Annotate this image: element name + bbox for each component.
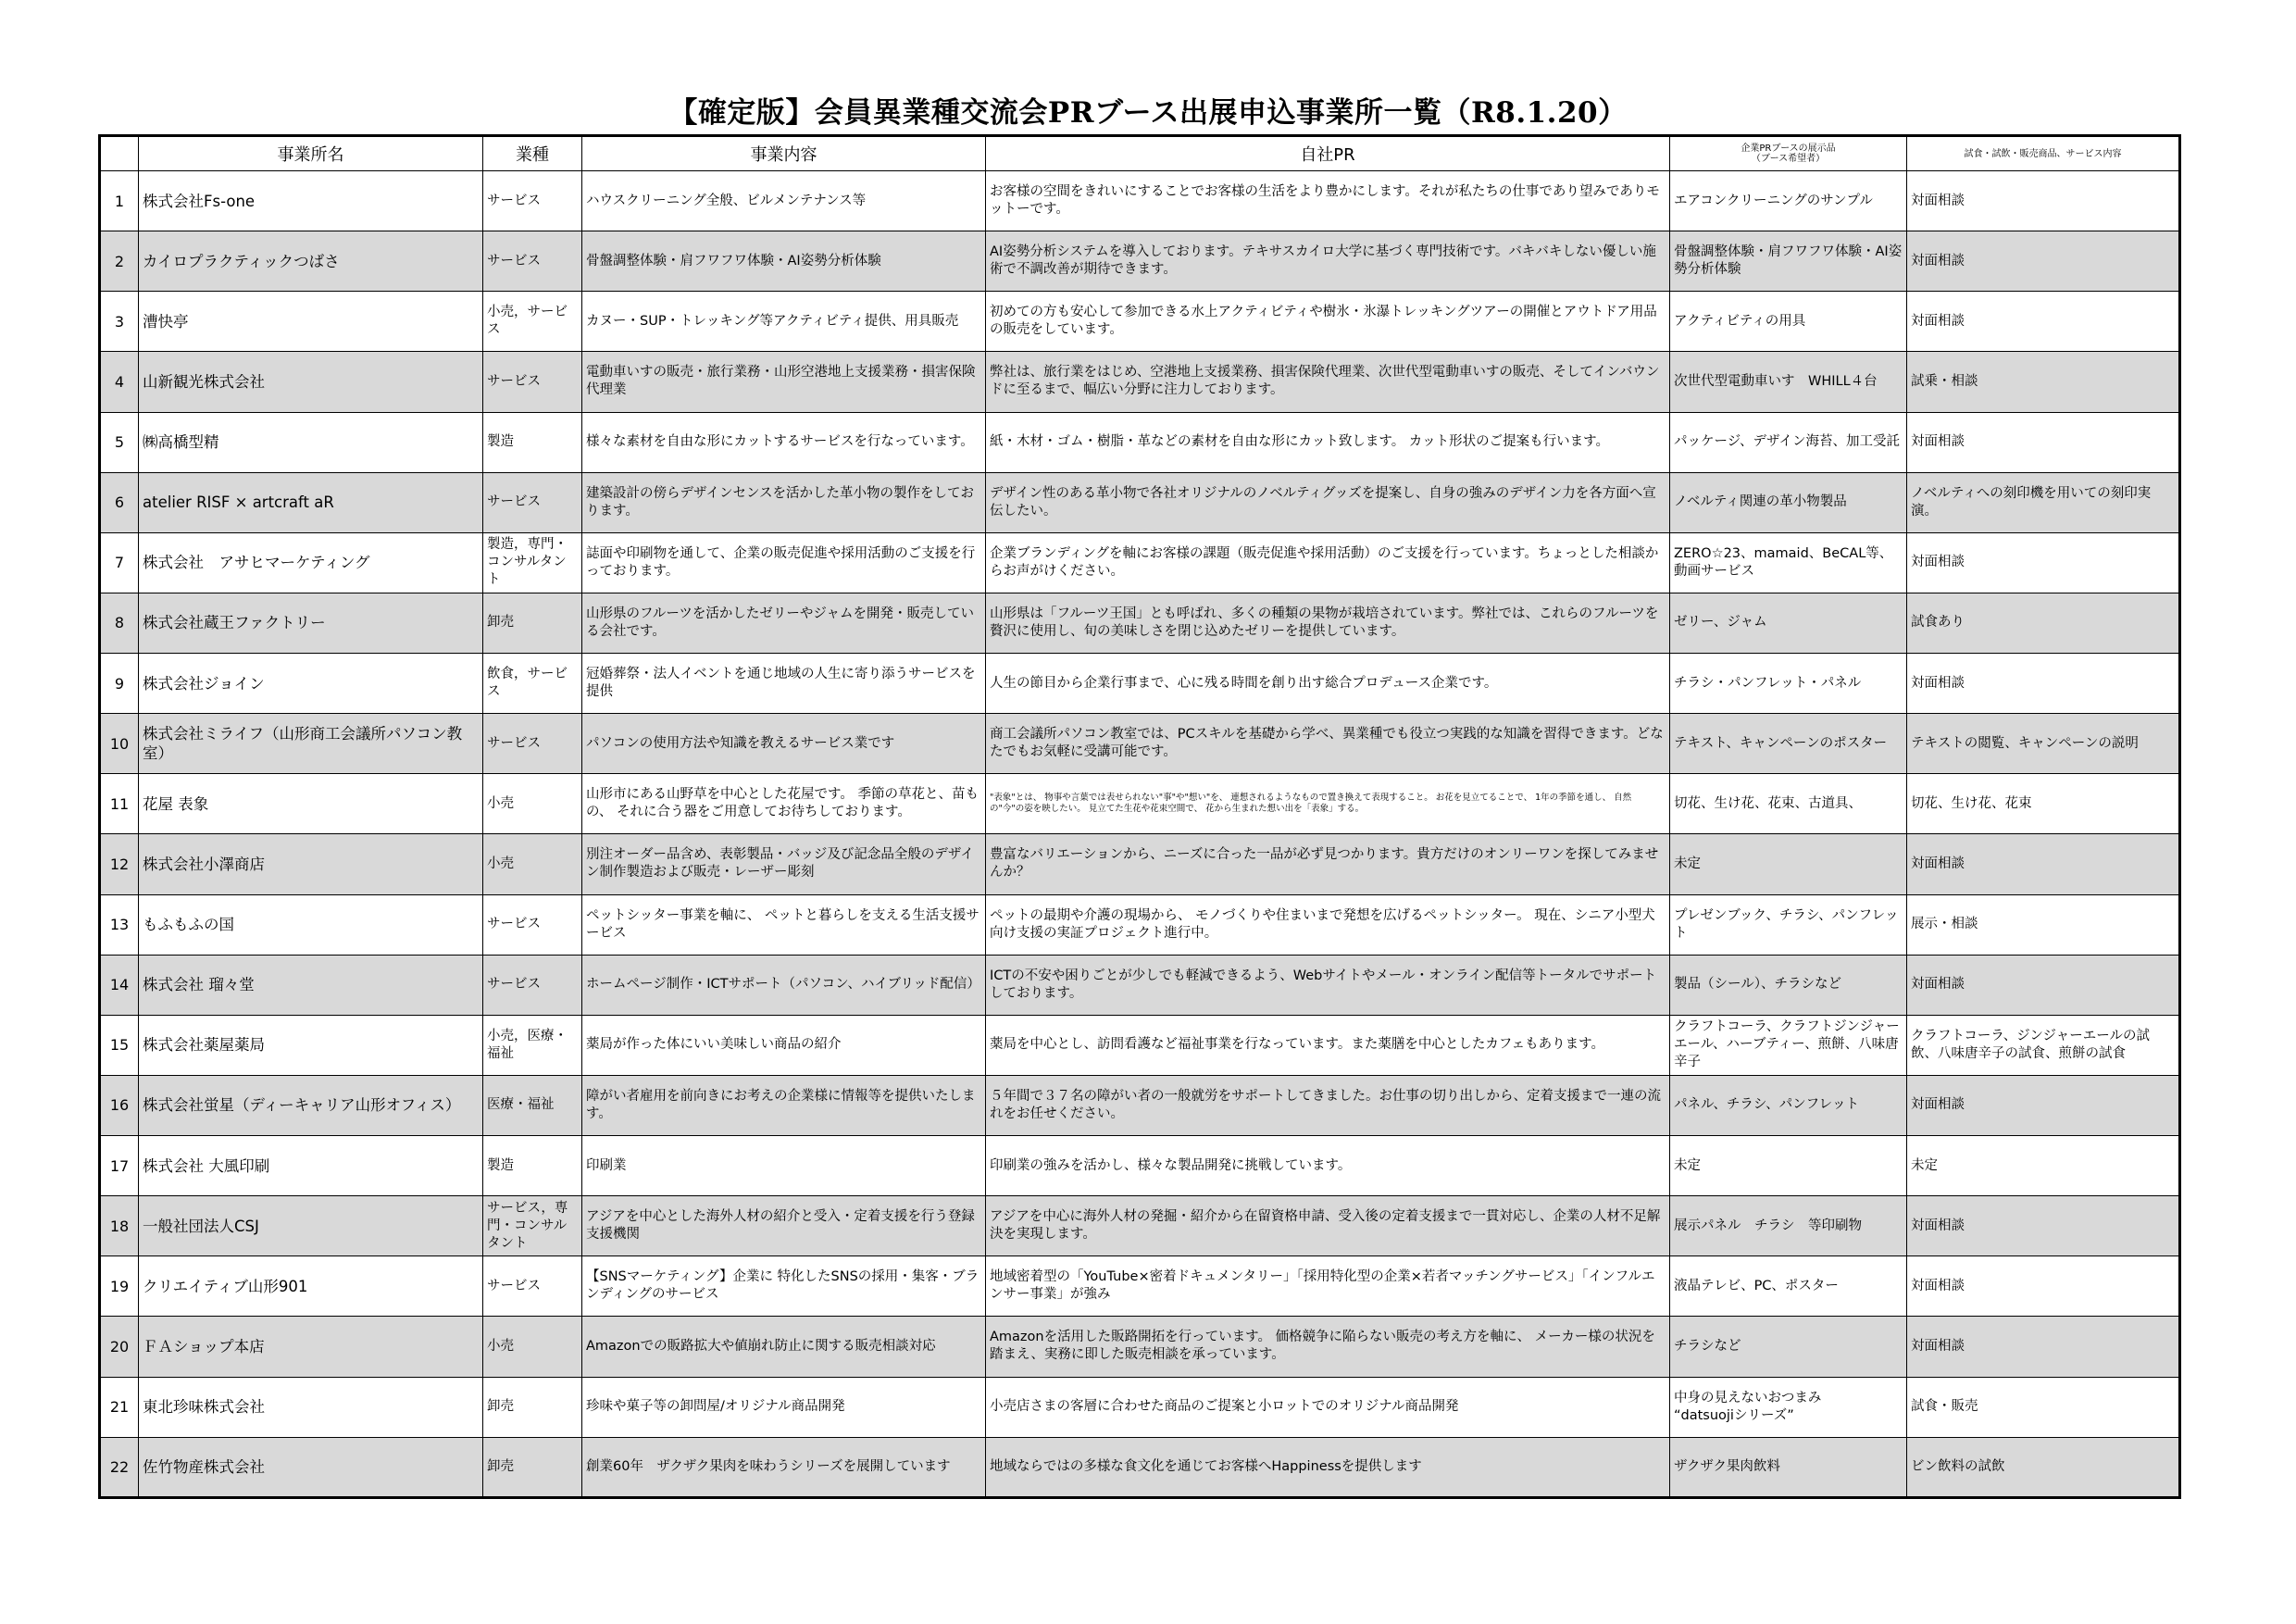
table-row bbox=[100, 834, 2180, 894]
sample-service-cell: 切花、生け花、花束 bbox=[1907, 774, 2180, 834]
company-name-cell: 株式会社蔵王ファクトリー bbox=[139, 593, 483, 653]
sample-service-cell: 展示・相談 bbox=[1907, 894, 2180, 955]
industry-cell: サービス bbox=[483, 171, 582, 231]
business-content-cell: アジアを中心とした海外人材の紹介と受入・定着支援を行う登録支援機関 bbox=[582, 1196, 986, 1256]
exhibit-items-cell: テキスト、キャンペーンのポスター bbox=[1670, 714, 1907, 774]
business-content-cell: 薬局が作った体にいい美味しい商品の紹介 bbox=[582, 1015, 986, 1075]
sample-service-cell: 対面相談 bbox=[1907, 1075, 2180, 1135]
business-content-cell: 【SNSマーケティング】企業に 特化したSNSの採用・集客・ブランディングのサービス bbox=[582, 1256, 986, 1317]
exhibit-items-cell: 製品（シール）、チラシなど bbox=[1670, 955, 1907, 1015]
industry-cell: サービス bbox=[483, 231, 582, 292]
company-pr-cell: ５年間で３７名の障がい者の一般就労をサポートしてきました。お仕事の切り出しから、定着支援まで一連の流れをお任せください。 bbox=[986, 1075, 1670, 1135]
exhibit-items-cell: ノベルティ関連の革小物製品 bbox=[1670, 472, 1907, 532]
sample-service-cell: 対面相談 bbox=[1907, 412, 2180, 472]
sample-service-cell: 試乗・相談 bbox=[1907, 352, 2180, 412]
table-row bbox=[100, 894, 2180, 955]
table-row bbox=[100, 1196, 2180, 1256]
exhibit-items-cell: チラシなど bbox=[1670, 1317, 1907, 1377]
company-name-cell: 佐竹物産株式会社 bbox=[139, 1437, 483, 1497]
sample-service-cell: 対面相談 bbox=[1907, 1317, 2180, 1377]
sample-service-cell: 試食・販売 bbox=[1907, 1377, 2180, 1437]
business-content-cell: 山形市にある山野草を中心とした花屋です。 季節の草花と、苗もの、 それに合う器をご用意してお待ちしております。 bbox=[582, 774, 986, 834]
company-pr-cell: デザイン性のある革小物で各社オリジナルのノベルティグッズを提案し、自身の強みのデザイン力を各方面へ宣伝したい。 bbox=[986, 472, 1670, 532]
company-name-cell: 花屋 表象 bbox=[139, 774, 483, 834]
industry-cell: サービス bbox=[483, 472, 582, 532]
sample-service-cell: 対面相談 bbox=[1907, 231, 2180, 292]
row-number-cell: 19 bbox=[100, 1256, 139, 1317]
table-row bbox=[100, 352, 2180, 412]
table-row bbox=[100, 1256, 2180, 1317]
company-pr-cell: お客様の空間をきれいにすることでお客様の生活をより豊かにします。それが私たちの仕事であり望みでありモットーです。 bbox=[986, 171, 1670, 231]
exhibit-items-cell: クラフトコーラ、クラフトジンジャーエール、ハーブティー、煎餅、八味唐辛子 bbox=[1670, 1015, 1907, 1075]
company-name-cell: 株式会社 瑠々堂 bbox=[139, 955, 483, 1015]
industry-cell: 飲食，サービス bbox=[483, 654, 582, 714]
industry-cell: 卸売 bbox=[483, 1377, 582, 1437]
business-content-cell: 珍味や菓子等の卸問屋/オリジナル商品開発 bbox=[582, 1377, 986, 1437]
industry-cell: 小売 bbox=[483, 1317, 582, 1377]
header-name: 事業所名 bbox=[139, 136, 483, 171]
company-name-cell: 株式会社ミライフ（山形商工会議所パソコン教室） bbox=[139, 714, 483, 774]
company-pr-cell: Amazonを活用した販路開拓を行っています。 価格競争に陥らない販売の考え方を軸に、 メーカー様の状況を踏まえ、実務に即した販売相談を承っています。 bbox=[986, 1317, 1670, 1377]
row-number-cell: 9 bbox=[100, 654, 139, 714]
company-name-cell: もふもふの国 bbox=[139, 894, 483, 955]
exhibit-items-cell: 未定 bbox=[1670, 1136, 1907, 1196]
company-name-cell: atelier RISF × artcraft aR bbox=[139, 472, 483, 532]
table-row bbox=[100, 955, 2180, 1015]
company-pr-cell: 弊社は、旅行業をはじめ、空港地上支援業務、損害保険代理業、次世代型電動車いすの販売、そしてインバウンドに至るまで、幅広い分野に注力しております。 bbox=[986, 352, 1670, 412]
row-number-cell: 21 bbox=[100, 1377, 139, 1437]
row-number-cell: 10 bbox=[100, 714, 139, 774]
company-pr-cell: "表象"とは、 物事や言葉では表せられない"事"や"想い"を、 連想されるようなもので置き換えて表現すること。 お花を見立てることで、 1年の季節を通し、 自然の"今"の姿を映したい。 見立てた生花や花束空間で、 花から生まれた想い出を「表象」する。 bbox=[986, 774, 1670, 834]
table-row bbox=[100, 532, 2180, 593]
exhibit-items-cell: 液晶テレビ、PC、ポスター bbox=[1670, 1256, 1907, 1317]
industry-cell: 医療・福祉 bbox=[483, 1075, 582, 1135]
industry-cell: サービス bbox=[483, 714, 582, 774]
sample-service-cell: 対面相談 bbox=[1907, 532, 2180, 593]
business-content-cell: Amazonでの販路拡大や値崩れ防止に関する販売相談対応 bbox=[582, 1317, 986, 1377]
business-content-cell: カヌー・SUP・トレッキング等アクティビティ提供、用具販売 bbox=[582, 292, 986, 352]
exhibit-items-cell: パッケージ、デザイン海苔、加工受託 bbox=[1670, 412, 1907, 472]
sample-service-cell: 対面相談 bbox=[1907, 654, 2180, 714]
row-number-cell: 17 bbox=[100, 1136, 139, 1196]
header-industry: 業種 bbox=[483, 136, 582, 171]
row-number-cell: 16 bbox=[100, 1075, 139, 1135]
industry-cell: 製造 bbox=[483, 1136, 582, 1196]
business-content-cell: 冠婚葬祭・法人イベントを通じ地域の人生に寄り添うサービスを提供 bbox=[582, 654, 986, 714]
sample-service-cell: ビン飲料の試飲 bbox=[1907, 1437, 2180, 1497]
row-number-cell: 18 bbox=[100, 1196, 139, 1256]
table-row bbox=[100, 472, 2180, 532]
table-row bbox=[100, 1437, 2180, 1497]
company-name-cell: ㈱高橋型精 bbox=[139, 412, 483, 472]
company-pr-cell: ペットの最期や介護の現場から、 モノづくりや住まいまで発想を広げるペットシッター。 現在、シニア小型犬向け支援の実証プロジェクト進行中。 bbox=[986, 894, 1670, 955]
industry-cell: サービス bbox=[483, 352, 582, 412]
business-content-cell: ホームページ制作・ICTサポート（パソコン、ハイブリッド配信） bbox=[582, 955, 986, 1015]
sample-service-cell: 対面相談 bbox=[1907, 1196, 2180, 1256]
table-row bbox=[100, 654, 2180, 714]
company-pr-cell: アジアを中心に海外人材の発掘・紹介から在留資格申請、受入後の定着支援まで一貫対応し、企業の人材不足解決を実現します。 bbox=[986, 1196, 1670, 1256]
sample-service-cell: 未定 bbox=[1907, 1136, 2180, 1196]
row-number-cell: 12 bbox=[100, 834, 139, 894]
exhibit-items-cell: 中身の見えないおつまみ “datsuojiシリーズ” bbox=[1670, 1377, 1907, 1437]
exhibit-items-cell: 骨盤調整体験・肩フワフワ体験・AI姿勢分析体験 bbox=[1670, 231, 1907, 292]
business-content-cell: 様々な素材を自由な形にカットするサービスを行なっています。 bbox=[582, 412, 986, 472]
business-content-cell: 障がい者雇用を前向きにお考えの企業様に情報等を提供いたします。 bbox=[582, 1075, 986, 1135]
company-pr-cell: 企業ブランディングを軸にお客様の課題（販売促進や採用活動）のご支援を行っています。ちょっとした相談からお声がけください。 bbox=[986, 532, 1670, 593]
company-name-cell: 山新観光株式会社 bbox=[139, 352, 483, 412]
company-pr-cell: AI姿勢分析システムを導入しております。テキサスカイロ大学に基づく専門技術です。バキバキしない優しい施術で不調改善が期待できます。 bbox=[986, 231, 1670, 292]
business-content-cell: 骨盤調整体験・肩フワフワ体験・AI姿勢分析体験 bbox=[582, 231, 986, 292]
industry-cell: 小売，サービス bbox=[483, 292, 582, 352]
header-no bbox=[100, 136, 139, 171]
exhibit-items-cell: 切花、生け花、花束、古道具、 bbox=[1670, 774, 1907, 834]
table-row bbox=[100, 1377, 2180, 1437]
row-number-cell: 20 bbox=[100, 1317, 139, 1377]
exhibit-items-cell: ゼリー、ジャム bbox=[1670, 593, 1907, 653]
company-pr-cell: 紙・木材・ゴム・樹脂・革などの素材を自由な形にカット致します。 カット形状のご提案も行います。 bbox=[986, 412, 1670, 472]
row-number-cell: 8 bbox=[100, 593, 139, 653]
exhibit-items-cell: ZERO☆23、mamaid、BeCAL等、動画サービス bbox=[1670, 532, 1907, 593]
company-name-cell: 株式会社小澤商店 bbox=[139, 834, 483, 894]
industry-cell: 小売，医療・福祉 bbox=[483, 1015, 582, 1075]
sample-service-cell: 対面相談 bbox=[1907, 834, 2180, 894]
table-row bbox=[100, 292, 2180, 352]
header-row bbox=[100, 136, 2180, 171]
business-content-cell: 創業60年 ザクザク果肉を味わうシリーズを展開しています bbox=[582, 1437, 986, 1497]
company-name-cell: 株式会社蛍星（ディーキャリア山形オフィス） bbox=[139, 1075, 483, 1135]
company-pr-cell: 印刷業の強みを活かし、様々な製品開発に挑戦しています。 bbox=[986, 1136, 1670, 1196]
document-title: 【確定版】会員異業種交流会PRブース出展申込事業所一覧（R8.1.20） bbox=[668, 96, 1628, 130]
business-content-cell: 別注オーダー品含め、表彰製品・バッジ及び記念品全般のデザイン制作製造および販売・レーザー彫刻 bbox=[582, 834, 986, 894]
header-business: 事業内容 bbox=[582, 136, 986, 171]
company-name-cell: ＦＡショップ本店 bbox=[139, 1317, 483, 1377]
sample-service-cell: 対面相談 bbox=[1907, 1256, 2180, 1317]
exhibit-items-cell: チラシ・パンフレット・パネル bbox=[1670, 654, 1907, 714]
company-pr-cell: 小売店さまの客層に合わせた商品のご提案と小ロットでのオリジナル商品開発 bbox=[986, 1377, 1670, 1437]
table-row bbox=[100, 171, 2180, 231]
company-pr-cell: 豊富なバリエーションから、ニーズに合った一品が必ず見つかります。貴方だけのオンリーワンを探してみませんか？ bbox=[986, 834, 1670, 894]
exhibit-items-cell: パネル、チラシ、パンフレット bbox=[1670, 1075, 1907, 1135]
industry-cell: 卸売 bbox=[483, 1437, 582, 1497]
exhibit-items-cell: エアコンクリーニングのサンプル bbox=[1670, 171, 1907, 231]
company-pr-cell: 人生の節目から企業行事まで、心に残る時間を創り出す総合プロデュース企業です。 bbox=[986, 654, 1670, 714]
row-number-cell: 5 bbox=[100, 412, 139, 472]
company-name-cell: 漕快亭 bbox=[139, 292, 483, 352]
company-name-cell: 一般社団法人CSJ bbox=[139, 1196, 483, 1256]
header-sample: 試食・試飲・販売商品、サービス内容 bbox=[1907, 136, 2180, 171]
sample-service-cell: 試食あり bbox=[1907, 593, 2180, 653]
company-name-cell: 東北珍味株式会社 bbox=[139, 1377, 483, 1437]
industry-cell: サービス bbox=[483, 1256, 582, 1317]
business-content-cell: パソコンの使用方法や知識を教えるサービス業です bbox=[582, 714, 986, 774]
business-content-cell: 誌面や印刷物を通して、企業の販売促進や採用活動のご支援を行っております。 bbox=[582, 532, 986, 593]
row-number-cell: 15 bbox=[100, 1015, 139, 1075]
table-row bbox=[100, 1136, 2180, 1196]
sample-service-cell: 対面相談 bbox=[1907, 171, 2180, 231]
industry-cell: 卸売 bbox=[483, 593, 582, 653]
row-number-cell: 6 bbox=[100, 472, 139, 532]
row-number-cell: 2 bbox=[100, 231, 139, 292]
business-content-cell: 建築設計の傍らデザインセンスを活かした革小物の製作をしております。 bbox=[582, 472, 986, 532]
row-number-cell: 14 bbox=[100, 955, 139, 1015]
row-number-cell: 7 bbox=[100, 532, 139, 593]
row-number-cell: 1 bbox=[100, 171, 139, 231]
company-pr-cell: 薬局を中心とし、訪問看護など福祉事業を行なっています。また薬膳を中心としたカフェもあります。 bbox=[986, 1015, 1670, 1075]
industry-cell: 製造，専門・コンサルタント bbox=[483, 532, 582, 593]
table-row bbox=[100, 231, 2180, 292]
exhibit-items-cell: アクティビティの用具 bbox=[1670, 292, 1907, 352]
company-pr-cell: 山形県は「フルーツ王国」とも呼ばれ、多くの種類の果物が栽培されています。弊社では、これらのフルーツを贅沢に使用し、旬の美味しさを閉じ込めたゼリーを提供しています。 bbox=[986, 593, 1670, 653]
company-name-cell: カイロプラクティックつばさ bbox=[139, 231, 483, 292]
company-pr-cell: ICTの不安や困りごとが少しでも軽減できるよう、Webサイトやメール・オンライン配信等トータルでサポートしております。 bbox=[986, 955, 1670, 1015]
table-row bbox=[100, 1015, 2180, 1075]
industry-cell: サービス bbox=[483, 955, 582, 1015]
exhibit-items-cell: プレゼンブック、チラシ、パンフレット bbox=[1670, 894, 1907, 955]
company-name-cell: 株式会社薬屋薬局 bbox=[139, 1015, 483, 1075]
business-content-cell: 山形県のフルーツを活かしたゼリーやジャムを開発・販売している会社です。 bbox=[582, 593, 986, 653]
exhibit-items-cell: ザクザク果肉飲料 bbox=[1670, 1437, 1907, 1497]
industry-cell: サービス bbox=[483, 894, 582, 955]
industry-cell: 製造 bbox=[483, 412, 582, 472]
table-row bbox=[100, 774, 2180, 834]
sample-service-cell: ノベルティへの刻印機を用いての刻印実演。 bbox=[1907, 472, 2180, 532]
sample-service-cell: 対面相談 bbox=[1907, 955, 2180, 1015]
business-content-cell: 印刷業 bbox=[582, 1136, 986, 1196]
table-body bbox=[100, 171, 2180, 1498]
table-row bbox=[100, 412, 2180, 472]
business-content-cell: ハウスクリーニング全般、ビルメンテナンス等 bbox=[582, 171, 986, 231]
company-name-cell: 株式会社ジョイン bbox=[139, 654, 483, 714]
company-name-cell: 株式会社Fs-one bbox=[139, 171, 483, 231]
company-name-cell: クリエイティブ山形901 bbox=[139, 1256, 483, 1317]
row-number-cell: 4 bbox=[100, 352, 139, 412]
industry-cell: 小売 bbox=[483, 834, 582, 894]
table-row bbox=[100, 714, 2180, 774]
exhibit-items-cell: 未定 bbox=[1670, 834, 1907, 894]
exhibit-items-cell: 次世代型電動車いす WHILL４台 bbox=[1670, 352, 1907, 412]
industry-cell: サービス，専門・コンサルタント bbox=[483, 1196, 582, 1256]
exhibit-items-cell: 展示パネル チラシ 等印刷物 bbox=[1670, 1196, 1907, 1256]
table-row bbox=[100, 1317, 2180, 1377]
table-row bbox=[100, 1075, 2180, 1135]
industry-cell: 小売 bbox=[483, 774, 582, 834]
company-pr-cell: 初めての方も安心して参加できる水上アクティビティや樹氷・氷瀑トレッキングツアーの開催とアウトドア用品の販売をしています。 bbox=[986, 292, 1670, 352]
row-number-cell: 3 bbox=[100, 292, 139, 352]
company-name-cell: 株式会社 アサヒマーケティング bbox=[139, 532, 483, 593]
sample-service-cell: クラフトコーラ、ジンジャーエールの試飲、八味唐辛子の試食、煎餅の試食 bbox=[1907, 1015, 2180, 1075]
header-exhibit: 企業PRブースの展示品 （ブース希望者） bbox=[1670, 136, 1907, 171]
company-pr-cell: 地域ならではの多様な食文化を通じてお客様へHappinessを提供します bbox=[986, 1437, 1670, 1497]
company-pr-cell: 商工会議所パソコン教室では、PCスキルを基礎から学べ、異業種でも役立つ実践的な知識を習得できます。どなたでもお気軽に受講可能です。 bbox=[986, 714, 1670, 774]
business-content-cell: ペットシッター事業を軸に、 ペットと暮らしを支える生活支援サービス bbox=[582, 894, 986, 955]
header-pr: 自社PR bbox=[986, 136, 1670, 171]
row-number-cell: 13 bbox=[100, 894, 139, 955]
company-pr-cell: 地域密着型の「YouTube×密着ドキュメンタリー」「採用特化型の企業×若者マッチングサービス」「インフルエンサー事業」が強み bbox=[986, 1256, 1670, 1317]
business-content-cell: 電動車いすの販売・旅行業務・山形空港地上支援業務・損害保険代理業 bbox=[582, 352, 986, 412]
row-number-cell: 22 bbox=[100, 1437, 139, 1497]
row-number-cell: 11 bbox=[100, 774, 139, 834]
sample-service-cell: 対面相談 bbox=[1907, 292, 2180, 352]
company-name-cell: 株式会社 大風印刷 bbox=[139, 1136, 483, 1196]
table-row bbox=[100, 593, 2180, 653]
exhibitor-table bbox=[98, 134, 2181, 1499]
sample-service-cell: テキストの閲覧、キャンペーンの説明 bbox=[1907, 714, 2180, 774]
